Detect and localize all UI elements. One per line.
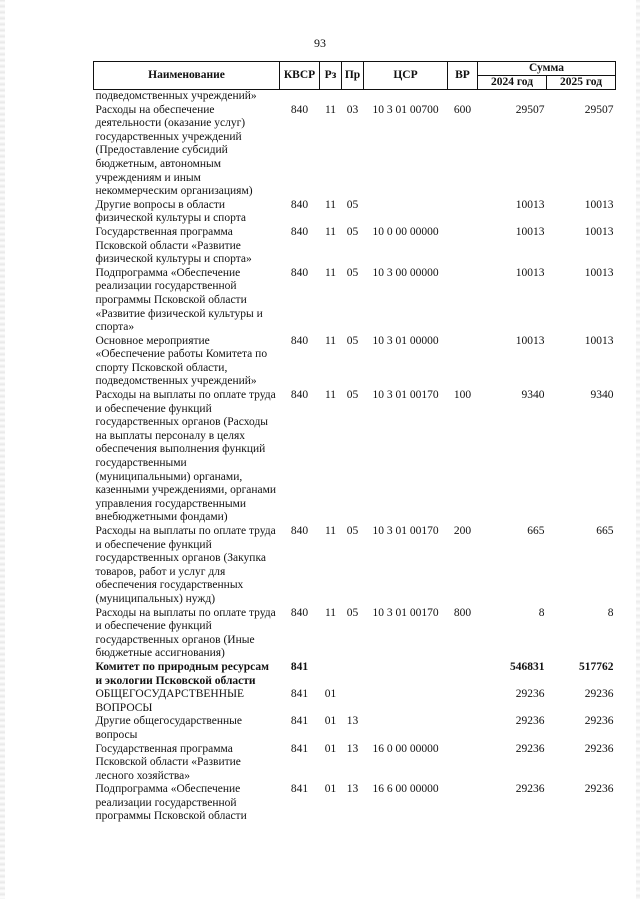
row-name: Подпрограмма «Обеспечение реализации государственной программы Псковской области <box>95 783 247 823</box>
row-rz: 11 <box>324 606 337 619</box>
row-sum-2025 <box>547 90 616 104</box>
row-rz: 01 <box>324 715 337 728</box>
row-pr: 03 <box>346 103 359 116</box>
row-vr <box>448 688 478 715</box>
row-rz: 11 <box>324 266 337 279</box>
table-row <box>94 90 616 104</box>
scan-edge-left <box>0 0 5 899</box>
row-vr <box>448 783 478 824</box>
row-csr: 10 3 00 00000 <box>372 266 439 279</box>
table-header <box>94 62 616 90</box>
row-sum-2024: 10013 <box>515 225 545 238</box>
header-vr: ВР <box>448 62 478 90</box>
row-rz: 11 <box>324 389 337 402</box>
row-kvsr: 840 <box>290 225 309 238</box>
row-csr: 10 3 01 00000 <box>372 334 439 347</box>
row-sum-2024: 29236 <box>515 715 545 728</box>
row-vr <box>448 743 478 784</box>
row-sum-2024: 10013 <box>515 266 545 279</box>
table-row <box>94 335 616 389</box>
scan-edge-right <box>636 0 640 899</box>
row-sum-2024: 29236 <box>515 688 545 701</box>
row-kvsr: 841 <box>290 688 309 701</box>
row-sum-2024 <box>478 90 547 104</box>
row-pr <box>342 90 364 104</box>
row-name: Расходы на выплаты по оплате труда и обеспечение функций государственных органов (Закупка товаров, работ и услуг для обеспечения государственных (муниципальных) нужд) <box>95 525 276 605</box>
row-pr <box>342 661 364 688</box>
row-rz: 01 <box>324 688 337 701</box>
row-kvsr: 841 <box>290 783 309 796</box>
row-rz: 11 <box>324 103 337 116</box>
row-kvsr: 840 <box>290 525 309 537</box>
row-sum-2025: 29236 <box>584 715 614 728</box>
row-name: ОБЩЕГОСУДАРСТВЕННЫЕ ВОПРОСЫ <box>95 688 245 714</box>
row-name: подведомственных учреждений» <box>95 90 257 102</box>
header-kvsr: КВСР <box>280 62 320 90</box>
table-row <box>94 783 616 824</box>
row-kvsr: 841 <box>290 742 309 755</box>
row-name: Государственная программа Псковской области «Развитие лесного хозяйства» <box>95 742 241 782</box>
row-rz: 11 <box>324 334 337 347</box>
row-name: Государственная программа Псковской области «Развитие физической культуры и спорта» <box>95 225 252 266</box>
row-sum-2025: 29236 <box>584 688 614 701</box>
row-sum-2024: 29236 <box>515 783 545 796</box>
table-body <box>94 90 616 825</box>
row-name: Другие общегосударственные вопросы <box>95 715 242 741</box>
row-rz: 01 <box>324 783 337 796</box>
row-csr: 10 3 01 00170 <box>372 606 439 619</box>
row-kvsr: 840 <box>290 606 309 619</box>
row-sum-2025: 9340 <box>590 389 614 402</box>
row-sum-2024: 546831 <box>510 660 545 673</box>
row-csr <box>364 715 448 742</box>
row-sum-2024: 665 <box>527 525 545 537</box>
row-rz <box>320 661 342 688</box>
row-pr: 05 <box>346 198 359 211</box>
row-sum-2024: 9340 <box>521 389 545 402</box>
row-sum-2025: 29236 <box>584 742 614 755</box>
row-pr: 05 <box>346 266 359 279</box>
table-row <box>94 525 616 607</box>
row-sum-2025: 29236 <box>584 783 614 796</box>
table-row <box>94 607 616 661</box>
row-sum-2025: 10013 <box>584 198 614 211</box>
row-kvsr: 840 <box>290 266 309 279</box>
row-sum-2025: 10013 <box>584 334 614 347</box>
row-sum-2024: 29507 <box>515 103 545 116</box>
table-row <box>94 743 616 784</box>
row-vr <box>448 715 478 742</box>
row-pr: 05 <box>346 389 359 402</box>
row-pr: 13 <box>346 742 359 755</box>
table-row <box>94 199 616 226</box>
row-sum-2024: 10013 <box>515 198 545 211</box>
header-sum: Сумма <box>478 62 616 76</box>
row-kvsr: 840 <box>290 389 309 402</box>
row-vr <box>448 267 478 335</box>
row-csr <box>364 90 448 104</box>
row-vr: 800 <box>453 606 472 619</box>
budget-table <box>93 61 616 824</box>
row-csr: 16 0 00 00000 <box>372 742 439 755</box>
row-vr <box>448 335 478 389</box>
row-kvsr: 840 <box>290 198 309 211</box>
row-kvsr: 841 <box>290 660 309 673</box>
header-rz: Рз <box>320 62 342 90</box>
row-csr: 10 3 01 00700 <box>372 103 439 116</box>
row-name: Другие вопросы в области физической культуры и спорта <box>95 198 246 225</box>
row-vr <box>448 199 478 226</box>
row-name: Комитет по природным ресурсам и экологии Псковской области <box>95 660 269 687</box>
row-sum-2025: 8 <box>607 606 614 619</box>
row-csr: 10 3 01 00170 <box>372 389 439 402</box>
row-vr <box>448 90 478 104</box>
row-vr: 100 <box>453 389 472 402</box>
row-kvsr: 840 <box>290 103 309 116</box>
row-kvsr: 840 <box>290 334 309 347</box>
row-csr: 10 3 01 00170 <box>372 525 439 537</box>
table-row <box>94 104 616 199</box>
row-rz: 11 <box>324 525 337 537</box>
row-vr: 200 <box>453 525 472 537</box>
row-rz: 11 <box>324 198 337 211</box>
header-csr: ЦСР <box>364 62 448 90</box>
row-sum-2025: 10013 <box>584 225 614 238</box>
header-pr: Пр <box>342 62 364 90</box>
row-csr: 10 0 00 00000 <box>372 225 439 238</box>
row-csr <box>364 199 448 226</box>
row-csr: 16 6 00 00000 <box>372 783 439 796</box>
header-year-2025: 2025 год <box>547 76 616 90</box>
row-pr: 13 <box>346 783 359 796</box>
row-kvsr <box>280 90 320 104</box>
row-csr <box>364 661 448 688</box>
row-vr: 600 <box>453 103 472 116</box>
row-pr: 05 <box>346 334 359 347</box>
row-rz <box>320 90 342 104</box>
row-sum-2025: 29507 <box>584 103 614 116</box>
row-sum-2024: 10013 <box>515 334 545 347</box>
row-pr <box>342 688 364 715</box>
header-year-2024: 2024 год <box>478 76 547 90</box>
table-row <box>94 389 616 525</box>
row-rz: 11 <box>324 225 337 238</box>
row-pr: 05 <box>346 606 359 619</box>
row-sum-2025: 10013 <box>584 266 614 279</box>
row-sum-2024: 29236 <box>515 742 545 755</box>
table-row <box>94 715 616 742</box>
row-name: Основное мероприятие «Обеспечение работы Комитета по спорту Псковской области, подведомственных учреждений» <box>95 334 268 388</box>
table-row <box>94 661 616 688</box>
row-rz: 01 <box>324 742 337 755</box>
row-name: Расходы на выплаты по оплате труда и обеспечение функций государственных органов (Иные бюджетные ассигнования) <box>95 606 276 660</box>
row-name: Подпрограмма «Обеспечение реализации государственной программы Псковской области «Развитие физической культуры и спорта» <box>95 266 263 334</box>
row-pr: 13 <box>346 715 359 728</box>
row-sum-2024: 8 <box>538 606 545 619</box>
table-row <box>94 226 616 267</box>
row-name: Расходы на обеспечение деятельности (оказание услуг) государственных учреждений (Предоставление субсидий бюджетным, автономным учреждениям и иным некоммерческим организациям) <box>95 103 253 198</box>
header-name: Наименование <box>94 62 280 90</box>
row-csr <box>364 688 448 715</box>
row-pr: 05 <box>346 225 359 238</box>
row-kvsr: 841 <box>290 715 309 728</box>
table-row <box>94 688 616 715</box>
row-vr <box>448 661 478 688</box>
table-row <box>94 267 616 335</box>
page-number: 93 <box>314 36 326 50</box>
row-sum-2025: 665 <box>596 525 614 537</box>
row-vr <box>448 226 478 267</box>
row-name: Расходы на выплаты по оплате труда и обеспечение функций государственных органов (Расходы на выплаты персоналу в целях обеспечения выполнения функций государственными (муниципальными) органами, казенными учреждениями, органами управления государственными внебюджетными фондами) <box>95 389 277 524</box>
row-sum-2025: 517762 <box>579 660 614 673</box>
row-pr: 05 <box>346 525 359 537</box>
